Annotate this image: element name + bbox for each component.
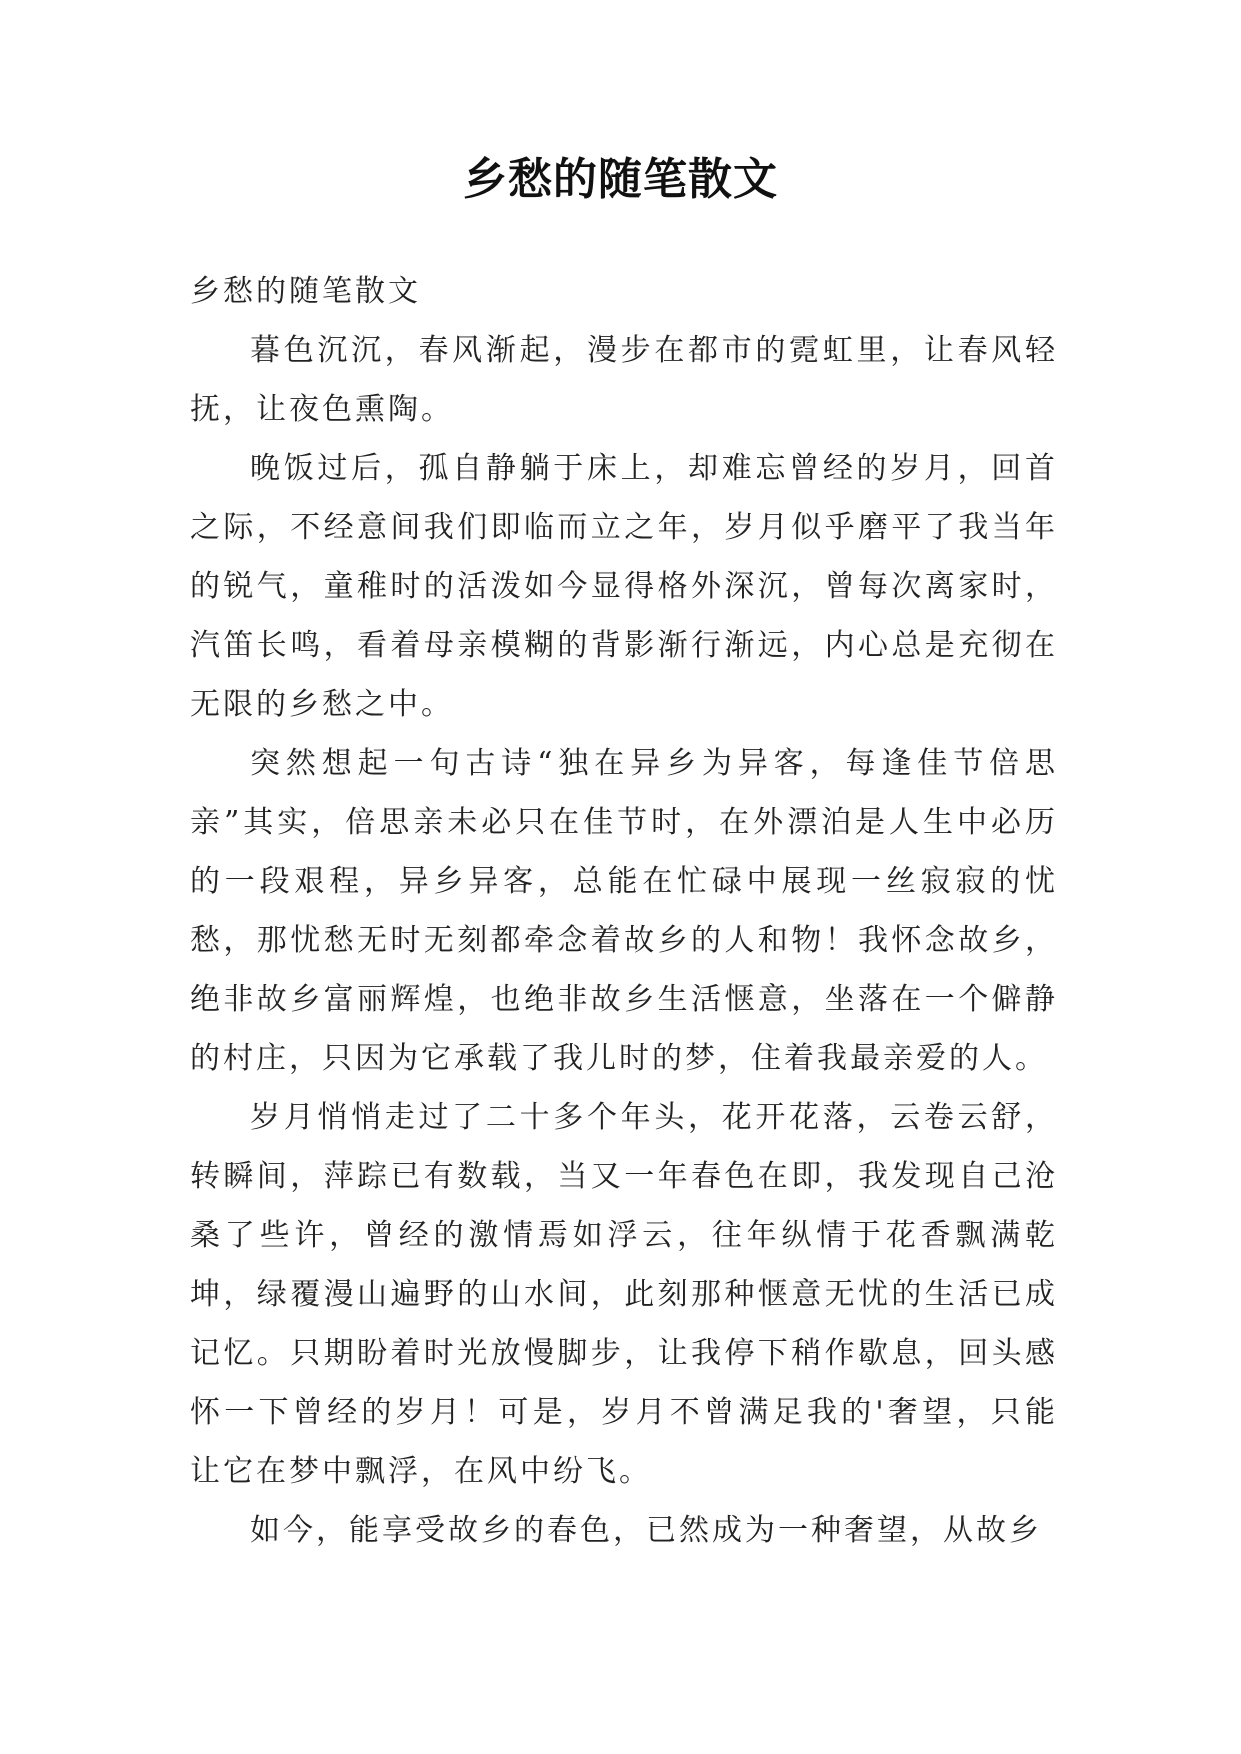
paragraph: 晚饭过后，孤自静躺于床上，却难忘曾经的岁月，回首之际，不经意间我们即临而立之年，岁月似乎磨平了我当年的锐气，童稚时的活泼如今显得格外深沉，曾每次离家时，汽笛长鸣，看着母亲模糊的背影渐行渐远，内心总是充彻在无限的乡愁之中。 bbox=[190, 451, 1058, 722]
document-body bbox=[190, 262, 1058, 1560]
paragraph: 暮色沉沉，春风渐起，漫步在都市的霓虹里，让春风轻抚，让夜色熏陶。 bbox=[190, 333, 1058, 427]
paragraph: 如今，能享受故乡的春色，已然成为一种奢望，从故乡 bbox=[250, 1513, 1042, 1548]
paragraph: 突然想起一句古诗“独在异乡为异客，每逢佳节倍思亲”其实，倍思亲未必只在佳节时，在外漂泊是人生中必历的一段艰程，异乡异客，总能在忙碌中展现一丝寂寂的忧愁，那忧愁无时无刻都牵念着故乡的人和物！我怀念故乡，绝非故乡富丽辉煌，也绝非故乡生活惬意，坐落在一个僻静的村庄，只因为它承载了我儿时的梦，住着我最亲爱的人。 bbox=[190, 746, 1058, 1076]
paragraph: 岁月悄悄走过了二十多个年头，花开花落，云卷云舒，转瞬间，萍踪已有数载，当又一年春色在即，我发现自己沧桑了些许，曾经的激情焉如浮云，往年纵情于花香飘满乾坤，绿覆漫山遍野的山水间，此刻那种惬意无忧的生活已成记忆。只期盼着时光放慢脚步，让我停下稍作歇息，回头感怀一下曾经的岁月！可是，岁月不曾满足我的'奢望，只能让它在梦中飘浮，在风中纷飞。 bbox=[190, 1100, 1058, 1489]
document-subtitle: 乡愁的随笔散文 bbox=[190, 274, 421, 309]
document-title: 乡愁的随笔散文 bbox=[463, 154, 778, 205]
